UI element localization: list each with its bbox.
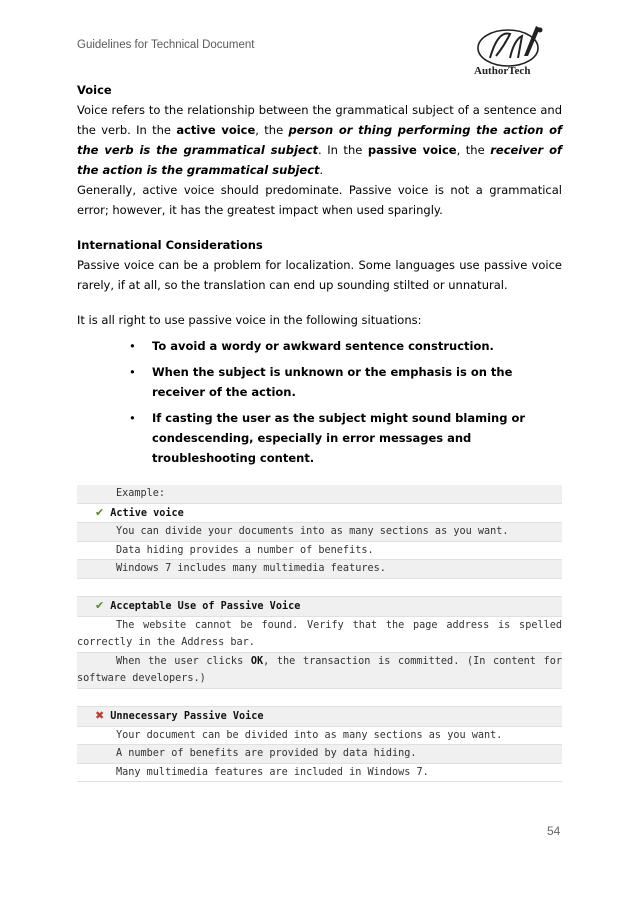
active-voice-title-row [77, 504, 562, 524]
international-paragraph-1: Passive voice can be a problem for localization. Some languages use passive voice rarely, if at all, so the translation can end up sounding stilted or unnatural. [77, 258, 562, 292]
example-sentence: Many multimedia features are included in Windows 7. [116, 766, 429, 778]
spacer-row [77, 689, 562, 708]
example-line [77, 617, 562, 653]
example-sentence: Your document can be divided into as many sections as you want. [116, 729, 503, 741]
text-run: , the [456, 143, 491, 157]
acceptable-passive-title: Acceptable Use of Passive Voice [110, 601, 301, 612]
example-line [77, 764, 562, 783]
passive-voice-definition: receiver of the action is the grammatical subject [77, 143, 563, 177]
voice-paragraph-1 [77, 100, 562, 180]
header-title: Guidelines for Technical Document [77, 39, 255, 51]
active-voice-definition: person or thing performing the action of the verb is the grammatical subject [77, 123, 562, 157]
unnecessary-passive-title: Unnecessary Passive Voice [110, 711, 264, 722]
check-icon: ✔ [95, 599, 105, 612]
list-item [77, 408, 562, 468]
check-icon: ✔ [95, 505, 105, 519]
example-line [77, 653, 562, 689]
example-line [77, 560, 562, 579]
example-line [77, 745, 562, 764]
logo-caption: AuthorTech [474, 65, 531, 77]
text-run: When the user clicks [116, 655, 251, 667]
example-sentence: Windows 7 includes many multimedia features. [116, 563, 386, 574]
text-run: Voice refers to the relationship between the grammatical subject of a sentence and the verb. In the [77, 103, 562, 137]
text-run: . [319, 163, 324, 177]
example-sentence: A number of benefits are provided by data hiding. [116, 748, 417, 759]
list-item [77, 362, 562, 402]
list-item-text: When the subject is unknown or the emphasis is on the receiver of the action. [152, 365, 513, 399]
term-passive-voice: passive voice [367, 143, 457, 157]
active-voice-title: Active voice [110, 507, 184, 519]
bullet-icon: • [129, 365, 136, 379]
example-line [77, 542, 562, 561]
example-label: Example: [116, 488, 166, 499]
text-run: , the [255, 123, 289, 137]
voice-paragraph-2: Generally, active voice should predominate. Passive voice is not a grammatical error; however, it has the greatest impact when used sparingly. [77, 183, 562, 217]
bullet-icon: • [129, 411, 136, 425]
international-paragraph-2: It is all right to use passive voice in the following situations: [77, 313, 422, 327]
example-label-row [77, 485, 562, 504]
acceptable-title-row [77, 597, 562, 617]
list-item-text: If casting the user as the subject might sound blaming or condescending, especially in error messages and troubleshooting content. [152, 411, 526, 465]
example-sentence: The website cannot be found. Verify that the page address is spelled correctly in the Address bar. [77, 619, 562, 648]
cross-icon: ✖ [95, 709, 105, 722]
spacer-row [77, 579, 562, 598]
main-content [77, 80, 562, 474]
text-run: . In the [318, 143, 368, 157]
international-heading: International Considerations [77, 238, 263, 252]
unnecessary-title-row [77, 707, 562, 727]
list-item [77, 336, 562, 356]
example-line [77, 727, 562, 746]
example-sentence [77, 653, 562, 688]
passive-voice-situations-list [77, 336, 562, 468]
example-line [77, 523, 562, 542]
example-sentence: Data hiding provides a number of benefits. [116, 544, 374, 556]
example-sentence: You can divide your documents into as many sections as you want. [116, 526, 509, 537]
example-box [77, 485, 562, 782]
ok-keyword: OK [250, 655, 264, 667]
text-run: , the transaction is committed. (In content for software developers.) [77, 655, 562, 684]
term-active-voice: active voice [176, 123, 256, 137]
page-number: 54 [547, 824, 561, 838]
voice-heading: Voice [77, 83, 112, 97]
list-item-text: To avoid a wordy or awkward sentence construction. [152, 339, 494, 353]
bullet-icon: • [129, 339, 136, 353]
